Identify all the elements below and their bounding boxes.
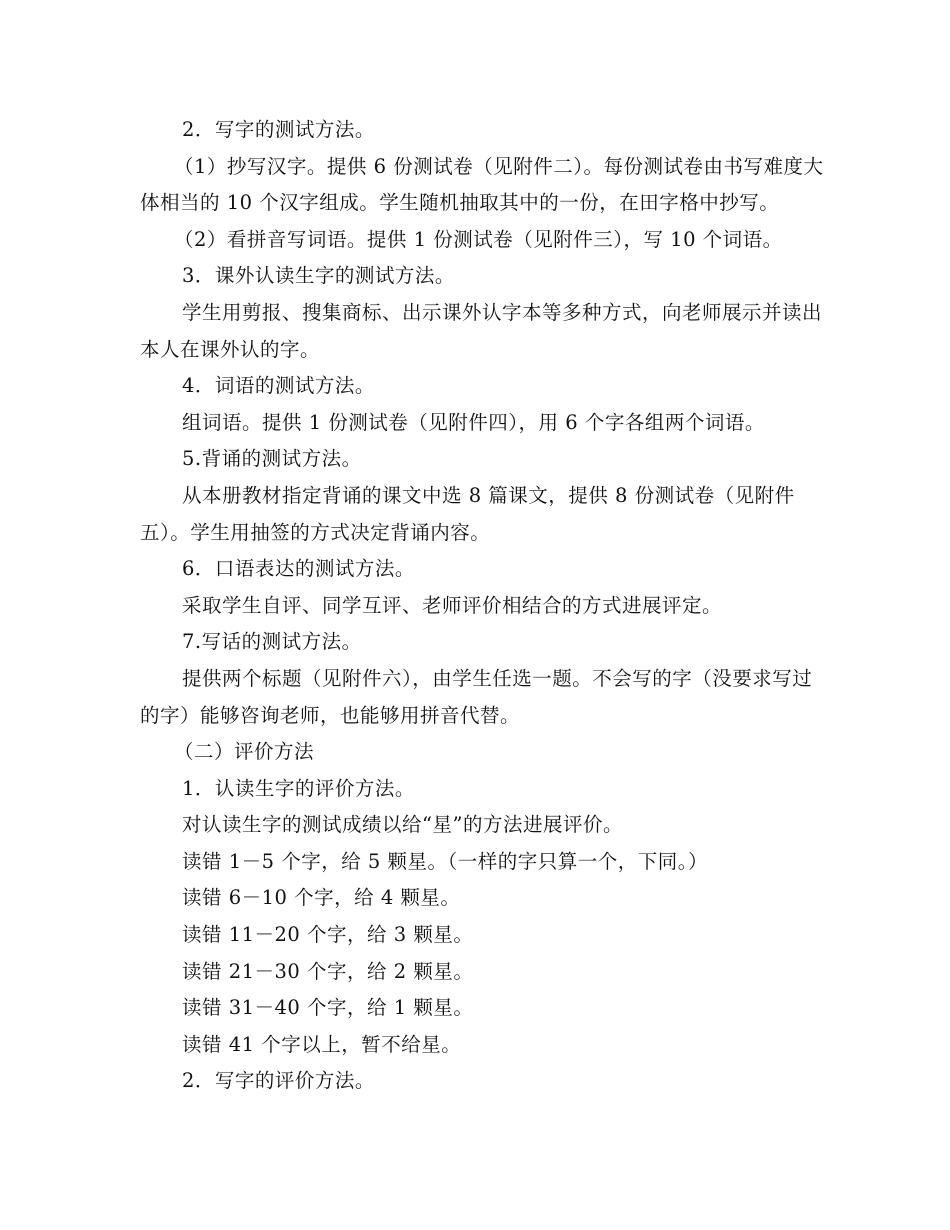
paragraph-oral-method: 采取学生自评、同学互评、老师评价相结合的方式进展评定。 xyxy=(182,593,723,617)
paragraph-extracurricular-heading: 3．课外认读生字的测试方法。 xyxy=(182,264,455,288)
paragraph-reading-eval-heading: 1．认读生字的评价方法。 xyxy=(182,776,415,800)
paragraph-reading-eval-intro: 对认读生字的测试成绩以给“星”的方法进展评价。 xyxy=(182,813,623,837)
paragraph-rule-3-stars: 读错 11－20 个字，给 3 颗星。 xyxy=(182,923,474,947)
paragraph-rule-1-star: 读错 31－40 个字，给 1 颗星。 xyxy=(182,996,474,1020)
paragraph-rule-4-stars: 读错 6－10 个字，给 4 颗星。 xyxy=(182,886,461,910)
paragraph-oral-heading: 6．口语表达的测试方法。 xyxy=(182,557,415,581)
paragraph-writing-sentences-method: 提供两个标题（见附件六），由学生任选一题。不会写的字（没要求写过的字）能够咨询老师，也能够用拼音代替。 xyxy=(140,666,813,727)
paragraph-extracurricular-method: 学生用剪报、搜集商标、出示课外认字本等多种方式，向老师展示并读出本人在课外认的字。 xyxy=(140,300,823,361)
paragraph-copy-characters: （1）抄写汉字。提供 6 份测试卷（见附件二）。每份测试卷由书写难度大体相当的 10 个汉字组成。学生随机抽取其中的一份，在田字格中抄写。 xyxy=(140,154,824,215)
paragraph-rule-no-star: 读错 41 个字以上，暂不给星。 xyxy=(182,1032,462,1056)
paragraph-evaluation-heading: （二）评价方法 xyxy=(174,740,315,764)
paragraph-recitation-heading: 5.背诵的测试方法。 xyxy=(182,447,362,471)
paragraph-rule-2-stars: 读错 21－30 个字，给 2 颗星。 xyxy=(182,959,474,983)
paragraph-recitation-method: 从本册教材指定背诵的课文中选 8 篇课文，提供 8 份测试卷（见附件五）。学生用抽签的方式决定背诵内容。 xyxy=(140,483,795,544)
paragraph-words-method: 组词语。提供 1 份测试卷（见附件四），用 6 个字各组两个词语。 xyxy=(182,410,765,434)
paragraph-writing-eval-heading: 2．写字的评价方法。 xyxy=(182,1069,375,1093)
paragraph-pinyin-words: （2）看拼音写词语。提供 1 份测试卷（见附件三），写 10 个词语。 xyxy=(174,227,783,251)
paragraph-words-heading: 4．词语的测试方法。 xyxy=(182,374,375,398)
paragraph-writing-test-heading: 2．写字的测试方法。 xyxy=(182,118,375,141)
paragraph-rule-5-stars: 读错 1－5 个字，给 5 颗星。（一样的字只算一个，下同。） xyxy=(182,849,709,873)
paragraph-writing-sentences-heading: 7.写话的测试方法。 xyxy=(182,630,362,654)
document-body xyxy=(140,112,830,1100)
